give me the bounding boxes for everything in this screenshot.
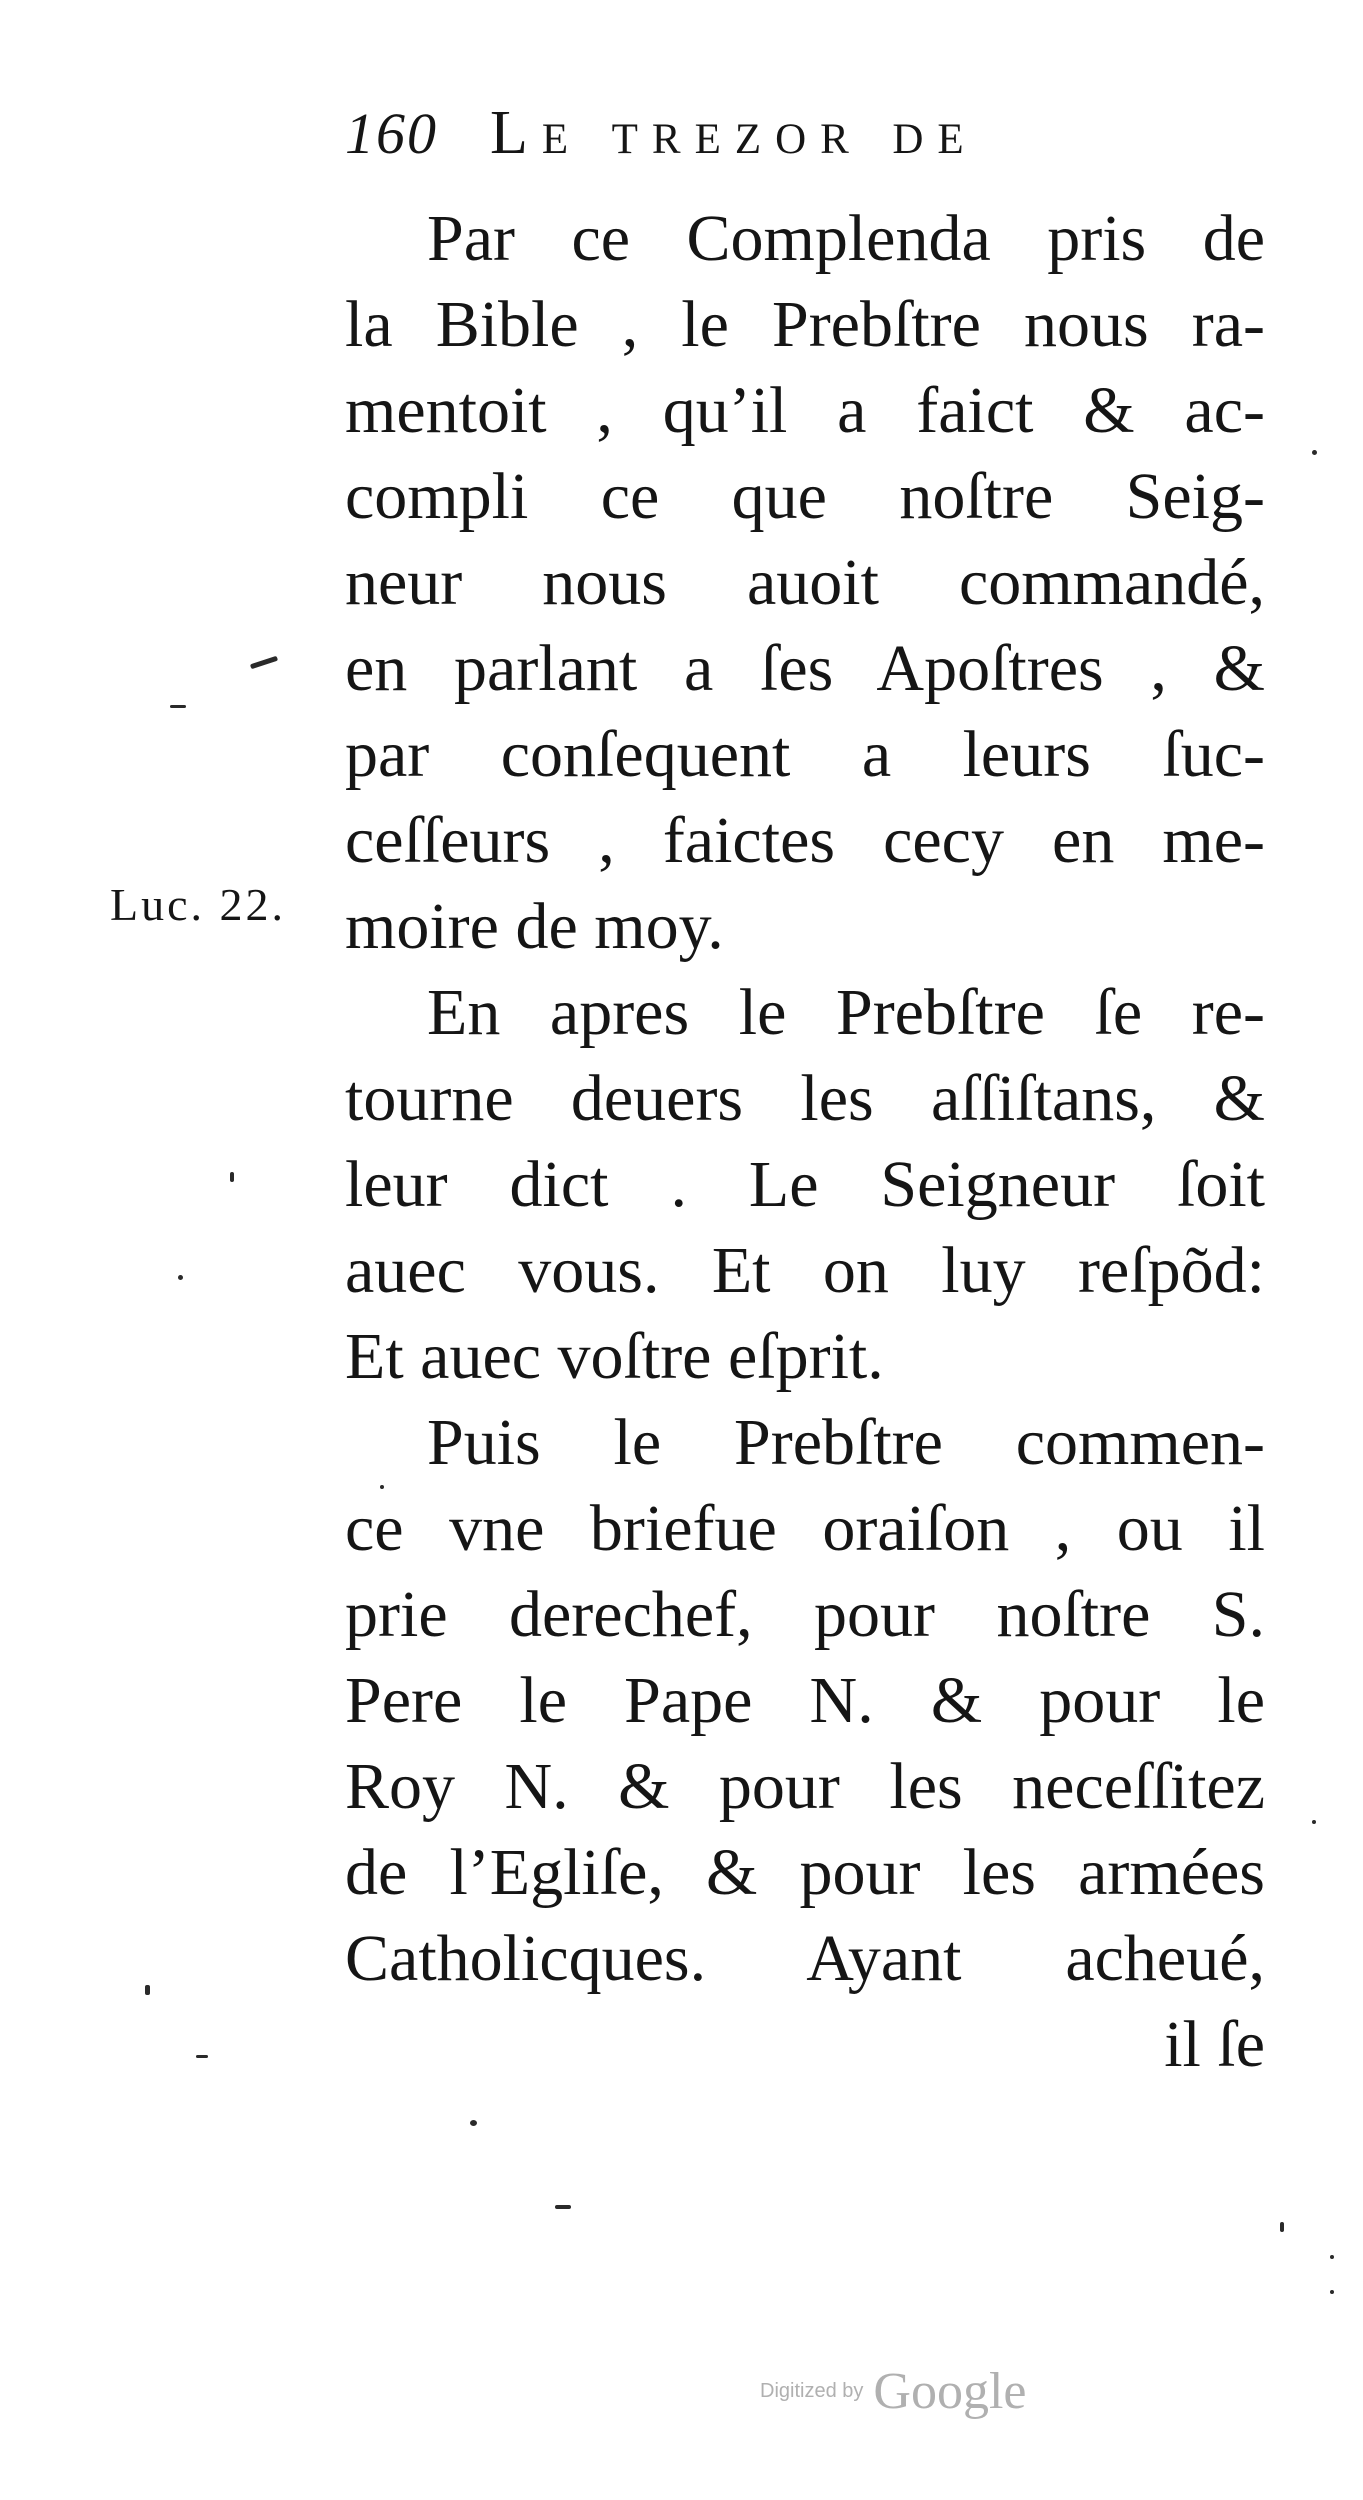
text-line: En apres le Prebſtre ſe re- [427, 976, 1265, 1049]
digitized-label: Digitized by [760, 2380, 864, 2402]
scan-speck [170, 705, 186, 708]
text-line: prie derechef, pour noſtre S. [345, 1578, 1265, 1651]
text-line: auec vous. Et on luy reſpõd: [345, 1234, 1265, 1307]
text-line: neur nous auoit commandé, [345, 546, 1265, 619]
body-text [345, 196, 1265, 2088]
text-line: par conſequent a leurs ſuc- [345, 718, 1265, 791]
text-line: mentoit , qu’il a faict & ac- [345, 374, 1265, 447]
scan-speck [555, 2205, 571, 2209]
text-line: moire de moy. [345, 890, 724, 963]
scan-speck [1330, 2290, 1334, 2294]
text-line: Roy N. & pour les neceſſitez [345, 1750, 1265, 1823]
text-line: Puis le Prebſtre commen- [427, 1406, 1265, 1479]
catchword: il ſe [1164, 2008, 1265, 2081]
text-line: de l’Egliſe, & pour les armées [345, 1836, 1265, 1909]
scan-speck [230, 1172, 234, 1182]
text-line: tourne deuers les aſſiſtans, & [345, 1062, 1265, 1135]
text-line: Pere le Pape N. & pour le [345, 1664, 1265, 1737]
scan-speck [470, 2120, 477, 2126]
scan-speck [178, 1275, 183, 1280]
text-line: en parlant a ſes Apoſtres , & [345, 632, 1265, 705]
text-line: la Bible , le Prebſtre nous ra- [345, 288, 1265, 361]
text-line: Et auec voſtre eſprit. [345, 1320, 884, 1393]
running-title: Le trezor de [490, 99, 978, 167]
page-number: 160 [345, 101, 438, 166]
text-line: ce vne briefue oraiſon , ou il [345, 1492, 1265, 1565]
digitized-by-watermark [760, 2362, 1026, 2421]
scan-speck [250, 656, 278, 669]
google-logo: Google [873, 2363, 1027, 2420]
scan-speck [1312, 1820, 1316, 1824]
text-line: compli ce que noſtre Seig- [345, 460, 1265, 533]
scan-speck [1312, 450, 1317, 455]
text-line: leur dict . Le Seigneur ſoit [345, 1148, 1265, 1221]
margin-note: Luc. 22. [110, 879, 287, 930]
text-line: Par ce Complenda pris de [427, 202, 1265, 275]
scan-speck [145, 1985, 150, 1995]
scan-speck [1330, 2255, 1334, 2259]
scan-speck [196, 2055, 208, 2058]
scan-speck [380, 1485, 384, 1489]
scan-speck [1280, 2222, 1284, 2232]
text-line: Catholicques. Ayant acheué, [345, 1922, 1265, 1995]
text-line: ceſſeurs , faictes cecy en me- [345, 804, 1265, 877]
page-header [345, 98, 1265, 178]
